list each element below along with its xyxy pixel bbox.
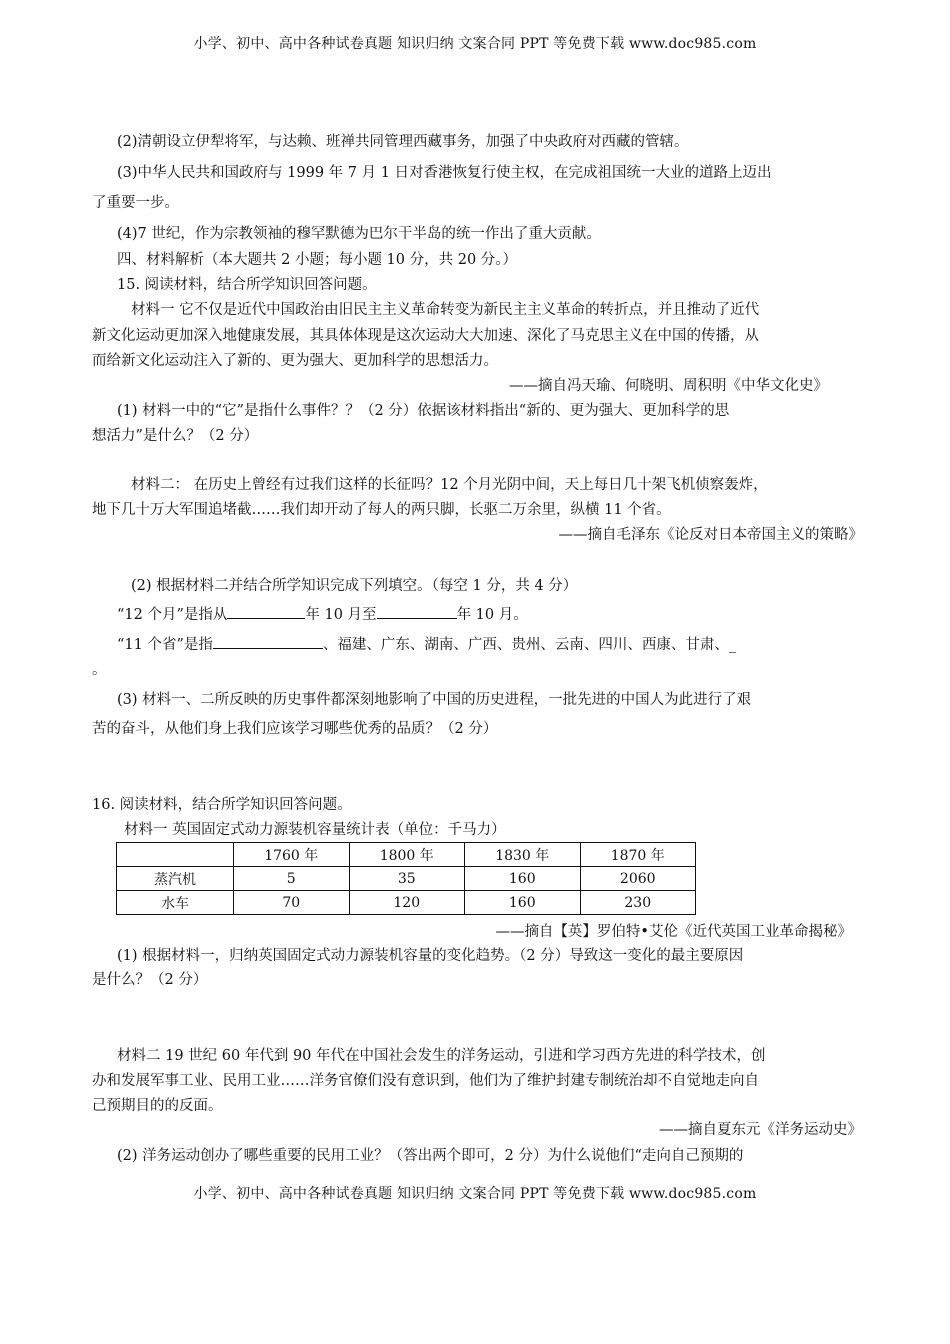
table-header-cell: 1800 年 [349, 843, 465, 867]
material-2-source: ——摘自毛泽东《论反对日本帝国主义的策略》 [558, 527, 863, 543]
question-15-1-line-2: 想活力”是什么？（2 分） [92, 428, 259, 444]
table-cell: 水车 [117, 891, 234, 915]
question-16-title: 16. 阅读材料，结合所学知识回答问题。 [92, 797, 352, 813]
answer-line-3-cont: 了重要一步。 [92, 195, 179, 211]
question-16-2-line-1: (2) 洋务运动创办了哪些重要的民用工业？（答出两个即可，2 分）为什么说他们“走向自己预期的 [117, 1148, 744, 1164]
table-cell: 70 [234, 891, 350, 915]
table-cell: 蒸汽机 [117, 867, 234, 891]
fill-text-4: “11 个省”是指 [117, 637, 213, 653]
answer-line-3: (3)中华人民共和国政府与 1999 年 7 月 1 日对香港恢复行使主权，在完成祖国统一大业的道路上迈出 [117, 165, 772, 181]
table-header-cell [117, 843, 234, 867]
question-15-title: 15. 阅读材料，结合所学知识回答问题。 [117, 277, 377, 293]
material-16-2-line-3: 己预期目的的反面。 [92, 1098, 223, 1114]
question-15-3-line-1: (3) 材料一、二所反映的历史事件都深刻地影响了中国的历史进程，一批先进的中国人为此进行了艰 [117, 692, 752, 708]
table-cell: 2060 [580, 867, 696, 891]
fill-blank-11-provinces [117, 634, 893, 655]
answer-line-2: (2)清朝设立伊犁将军，与达赖、班禅共同管理西藏事务，加强了中央政府对西藏的管辖。 [117, 134, 689, 150]
table-caption: 材料一 英国固定式动力源装机容量统计表（单位：千马力） [124, 822, 506, 838]
table-cell: 35 [349, 867, 465, 891]
table-header-cell: 1830 年 [465, 843, 581, 867]
fill-text-3: 年 10 月。 [456, 607, 528, 623]
material-2-line-2: 地下几十万大军围追堵截……我们却开动了每人的两只脚，长驱二万余里，纵横 11 个省。 [92, 502, 671, 518]
table-source: ——摘自【英】罗伯特•艾伦《近代英国工业革命揭秘》 [495, 924, 852, 940]
power-capacity-table [116, 842, 696, 915]
table-cell: 160 [465, 891, 581, 915]
section-heading: 四、材料解析（本大题共 2 小题；每小题 10 分，共 20 分。） [117, 252, 518, 268]
material-1-line-3: 而给新文化运动注入了新的、更为强大、更加科学的思想活力。 [92, 353, 498, 369]
question-15-3-line-2: 苦的奋斗，从他们身上我们应该学习哪些优秀的品质？（2 分） [92, 721, 498, 737]
material-1-source: ——摘自冯天瑜、何晓明、周积明《中华文化史》 [509, 378, 828, 394]
material-1-line-1: 材料一 它不仅是近代中国政治由旧民主主义革命转变为新民主主义革命的转折点，并且推动了近代 [131, 302, 760, 318]
material-16-2-source: ——摘自夏东元《洋务运动史》 [659, 1122, 862, 1138]
fill-text-2: 年 10 月至 [305, 607, 377, 623]
blank-province[interactable] [213, 634, 323, 649]
table-row [117, 891, 696, 915]
table-cell: 230 [580, 891, 696, 915]
fill-text-5: 、福建、广东、湖南、广西、贵州、云南、四川、西康、甘肃、_ [322, 637, 737, 653]
question-16-1-line-1: (1) 根据材料一，归纳英国固定式动力源装机容量的变化趋势。（2 分）导致这一变化的最主要原因 [117, 948, 744, 964]
question-15-1-line-1: (1) 材料一中的“它”是指什么事件？？（2 分）依据该材料指出“新的、更为强大、更加科学的思 [117, 403, 730, 419]
blank-start-year[interactable] [227, 604, 305, 619]
table-cell: 5 [234, 867, 350, 891]
material-1-line-2: 新文化运动更加深入地健康发展，其具体体现是这次运动大大加速、深化了马克思主义在中国的传播，从 [92, 328, 759, 344]
material-16-2-line-1: 材料二 19 世纪 60 年代到 90 年代在中国社会发生的洋务运动，引进和学习西方先进的科学技术，创 [117, 1048, 766, 1064]
table-row [117, 867, 696, 891]
fill-blank-12-months [117, 604, 893, 625]
fill-blank-end: 。 [92, 662, 107, 678]
page-footer: 小学、初中、高中各种试卷真题 知识归纳 文案合同 PPT 等免费下载 www.doc985.com [193, 1186, 757, 1202]
fill-text-1: “12 个月”是指从 [117, 607, 228, 623]
page-header: 小学、初中、高中各种试卷真题 知识归纳 文案合同 PPT 等免费下载 www.doc985.com [193, 36, 757, 52]
question-15-2-line: (2) 根据材料二并结合所学知识完成下列填空。（每空 1 分，共 4 分） [131, 578, 578, 594]
table-header-row [117, 843, 696, 867]
table-header-cell: 1760 年 [234, 843, 350, 867]
answer-line-4: (4)7 世纪，作为宗教领袖的穆罕默德为巴尔干半岛的统一作出了重大贡献。 [117, 226, 601, 242]
question-16-1-line-2: 是什么？（2 分） [92, 972, 208, 988]
table-cell: 120 [349, 891, 465, 915]
table-cell: 160 [465, 867, 581, 891]
blank-end-year[interactable] [377, 604, 457, 619]
table-header-cell: 1870 年 [580, 843, 696, 867]
material-2-line-1: 材料二： 在历史上曾经有过我们这样的长征吗？12 个月光阴中间，天上每日几十架飞机侦察轰炸， [131, 477, 768, 493]
material-16-2-line-2: 办和发展军事工业、民用工业……洋务官僚们没有意识到，他们为了维护封建专制统治却不自觉地走向自 [92, 1073, 759, 1089]
